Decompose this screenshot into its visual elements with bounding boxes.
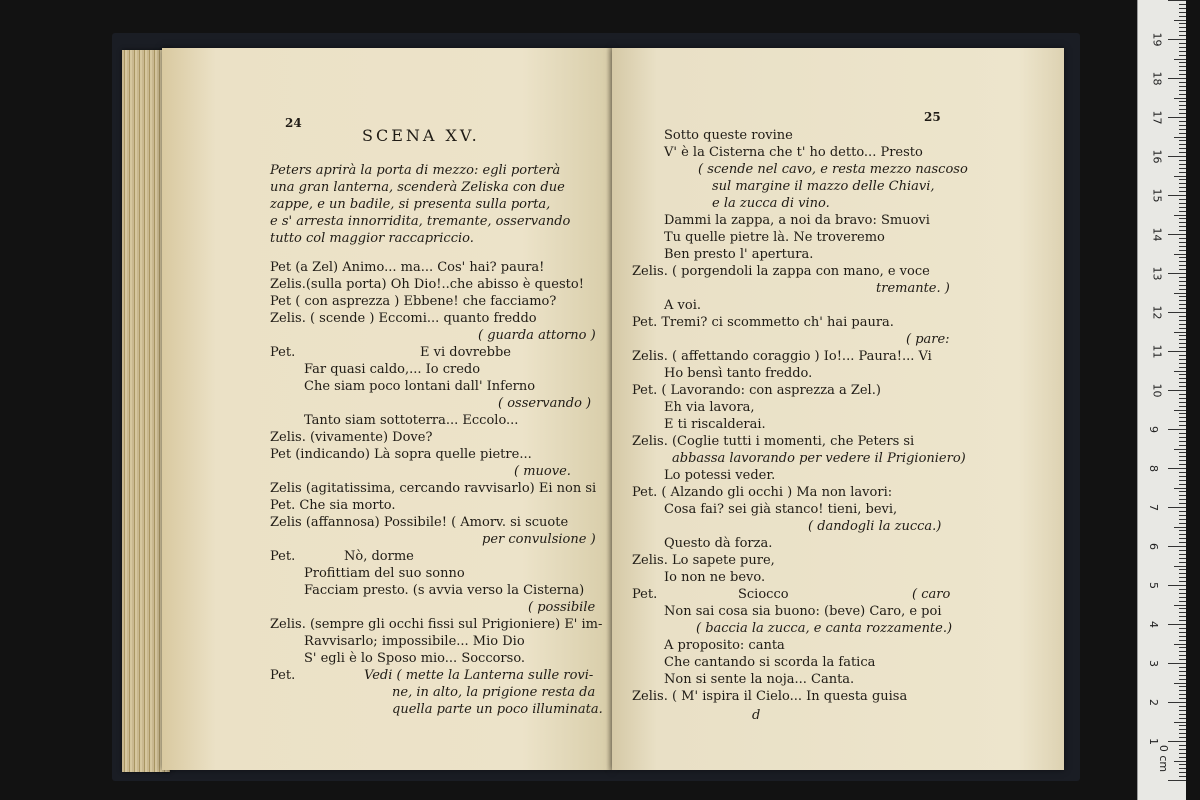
- dialogue-line: E vi dovrebbe: [420, 345, 511, 360]
- dialogue-line: Zelis. Lo sapete pure,: [632, 553, 775, 568]
- dialogue-line: Ravvisarlo; impossibile... Mio Dio: [304, 634, 525, 649]
- stage-direction-line: e s' arresta innorridita, tremante, osservando: [270, 214, 571, 229]
- ruler-tick: [1179, 398, 1186, 399]
- ruler-tick: [1179, 456, 1186, 457]
- ruler-tick: [1174, 683, 1186, 684]
- signature-mark: d: [752, 708, 761, 723]
- ruler-tick: [1179, 187, 1186, 188]
- ruler-tick: [1179, 164, 1186, 165]
- dialogue-line: A proposito: canta: [664, 638, 785, 653]
- ruler-tick: [1179, 406, 1186, 407]
- ruler-tick: [1179, 495, 1186, 496]
- ruler-number: 3: [1147, 660, 1160, 667]
- stage-direction: ( caro: [912, 587, 951, 602]
- stage-direction: e la zucca di vino.: [712, 196, 830, 211]
- ruler-tick: [1179, 628, 1186, 629]
- ruler-tick: [1168, 195, 1186, 196]
- ruler-tick: [1179, 523, 1186, 524]
- ruler-tick: [1179, 710, 1186, 711]
- ruler-tick: [1179, 105, 1186, 106]
- speaker-label: Pet.: [270, 549, 296, 564]
- ruler-tick: [1179, 226, 1186, 227]
- ruler-tick: [1179, 242, 1186, 243]
- ruler-tick: [1168, 624, 1186, 625]
- ruler-number: 11: [1150, 344, 1164, 359]
- ruler-number: 8: [1147, 465, 1160, 472]
- ruler-tick: [1179, 452, 1186, 453]
- ruler-tick: [1168, 663, 1186, 664]
- dialogue-line: Zelis. ( scende ) Eccomi... quanto freddo: [270, 311, 537, 326]
- ruler-tick: [1179, 690, 1186, 691]
- stage-direction: ( osservando ): [498, 396, 592, 411]
- ruler-tick: [1179, 573, 1186, 574]
- dialogue-line: Pet. ( Lavorando: con asprezza a Zel.): [632, 383, 881, 398]
- ruler-tick: [1179, 152, 1186, 153]
- ruler-tick: [1179, 718, 1186, 719]
- ruler-tick: [1179, 8, 1186, 9]
- dialogue-line: Ho bensì tanto freddo.: [664, 366, 813, 381]
- ruler-tick: [1179, 647, 1186, 648]
- ruler-tick: [1179, 425, 1186, 426]
- ruler-tick: [1179, 472, 1186, 473]
- ruler-tick: [1179, 534, 1186, 535]
- dialogue-line: Zelis. (vivamente) Dove?: [270, 430, 433, 445]
- ruler-tick: [1179, 199, 1186, 200]
- ruler-tick: [1179, 94, 1186, 95]
- ruler-tick: [1179, 445, 1186, 446]
- ruler-number: 13: [1150, 266, 1164, 281]
- dialogue-line: Pet (a Zel) Animo... ma... Cos' hai? paura!: [270, 260, 545, 275]
- ruler-tick: [1179, 285, 1186, 286]
- ruler-tick: [1168, 234, 1186, 235]
- ruler-tick: [1179, 772, 1186, 773]
- ruler-tick: [1174, 332, 1186, 333]
- ruler-tick: [1179, 503, 1186, 504]
- ruler-tick: [1174, 605, 1186, 606]
- ruler-tick: [1179, 659, 1186, 660]
- dialogue-line: Non si sente la noja... Canta.: [664, 672, 855, 687]
- ruler-tick: [1179, 480, 1186, 481]
- ruler-number: 5: [1147, 582, 1160, 589]
- ruler-number: 17: [1150, 110, 1164, 125]
- ruler-tick: [1179, 433, 1186, 434]
- ruler-tick: [1179, 222, 1186, 223]
- ruler-tick: [1168, 507, 1186, 508]
- page-number: 24: [285, 116, 302, 130]
- ruler-tick: [1179, 636, 1186, 637]
- ruler-tick: [1179, 764, 1186, 765]
- ruler-tick: [1179, 207, 1186, 208]
- ruler-tick: [1179, 148, 1186, 149]
- ruler-tick: [1168, 0, 1186, 1]
- stage-direction: tremante. ): [876, 281, 950, 296]
- ruler-tick: [1174, 98, 1186, 99]
- ruler-tick: [1179, 725, 1186, 726]
- ruler-tick: [1179, 23, 1186, 24]
- stage-direction: sul margine il mazzo delle Chiavi,: [712, 179, 935, 194]
- dialogue-line: Eh via lavora,: [664, 400, 755, 415]
- ruler-number: 6: [1147, 543, 1160, 550]
- stage-direction-line: zappe, e un badile, si presenta sulla porta,: [270, 197, 551, 212]
- ruler-tick: [1168, 702, 1186, 703]
- dialogue-line: Zelis. ( M' ispira il Cielo... In questa guisa: [632, 689, 908, 704]
- measurement-ruler: [1137, 0, 1186, 800]
- ruler-tick: [1168, 156, 1186, 157]
- ruler-tick: [1174, 59, 1186, 60]
- ruler-tick: [1179, 616, 1186, 617]
- speaker-label: Pet.: [270, 668, 296, 683]
- dialogue-line: Pet. Che sia morto.: [270, 498, 396, 513]
- ruler-number: 2: [1147, 699, 1160, 706]
- ruler-tick: [1179, 246, 1186, 247]
- stage-direction-line: tutto col maggior raccapriccio.: [270, 231, 474, 246]
- ruler-tick: [1179, 671, 1186, 672]
- ruler-tick: [1179, 129, 1186, 130]
- ruler-label: 0 cm: [1157, 744, 1171, 773]
- dialogue-line: A voi.: [664, 298, 701, 313]
- dialogue-line: Zelis. ( affettando coraggio ) Io!... Paura!... Vi: [632, 349, 932, 364]
- ruler-tick: [1179, 304, 1186, 305]
- ruler-tick: [1168, 741, 1186, 742]
- ruler-number: 7: [1147, 504, 1160, 511]
- ruler-tick: [1179, 686, 1186, 687]
- ruler-number: 9: [1147, 426, 1160, 433]
- ruler-tick: [1179, 269, 1186, 270]
- ruler-tick: [1174, 566, 1186, 567]
- ruler-tick: [1179, 277, 1186, 278]
- ruler-tick: [1179, 328, 1186, 329]
- ruler-tick: [1179, 289, 1186, 290]
- ruler-tick: [1179, 300, 1186, 301]
- ruler-tick: [1179, 218, 1186, 219]
- ruler-tick: [1179, 558, 1186, 559]
- ruler-tick: [1168, 312, 1186, 313]
- ruler-tick: [1179, 386, 1186, 387]
- ruler-tick: [1179, 550, 1186, 551]
- ruler-tick: [1179, 211, 1186, 212]
- ruler-tick: [1179, 343, 1186, 344]
- ruler-tick: [1179, 250, 1186, 251]
- ruler-tick: [1179, 168, 1186, 169]
- ruler-tick: [1179, 257, 1186, 258]
- stage-direction: per convulsione ): [482, 532, 596, 547]
- ruler-tick: [1168, 585, 1186, 586]
- stage-direction: quella parte un poco illuminata.: [392, 702, 603, 717]
- ruler-tick: [1179, 515, 1186, 516]
- ruler-tick: [1179, 82, 1186, 83]
- ruler-number: 4: [1147, 621, 1160, 628]
- dialogue-line: Nò, dorme: [344, 549, 414, 564]
- dialogue-line: Zelis. (sempre gli occhi fissi sul Prigioniere) E' im-: [270, 617, 603, 632]
- ruler-tick: [1179, 651, 1186, 652]
- dialogue-line: Io non ne bevo.: [664, 570, 766, 585]
- ruler-tick: [1179, 460, 1186, 461]
- ruler-tick: [1179, 335, 1186, 336]
- ruler-tick: [1179, 359, 1186, 360]
- ruler-tick: [1179, 43, 1186, 44]
- ruler-tick: [1174, 410, 1186, 411]
- ruler-tick: [1179, 382, 1186, 383]
- ruler-number: 16: [1150, 149, 1164, 164]
- ruler-tick: [1179, 776, 1186, 777]
- ruler-tick: [1179, 4, 1186, 5]
- ruler-tick: [1174, 722, 1186, 723]
- stage-direction: ( scende nel cavo, e resta mezzo nascoso: [698, 162, 968, 177]
- ruler-tick: [1174, 761, 1186, 762]
- ruler-tick: [1179, 655, 1186, 656]
- dialogue-line: Zelis (agitatissima, cercando ravvisarlo) Ei non si: [270, 481, 597, 496]
- ruler-tick: [1179, 74, 1186, 75]
- dialogue-line: Pet. ( Alzando gli occhi ) Ma non lavori:: [632, 485, 893, 500]
- ruler-tick: [1179, 511, 1186, 512]
- ruler-tick: [1179, 320, 1186, 321]
- stage-direction: ( baccia la zucca, e canta rozzamente.): [696, 621, 953, 636]
- ruler-number: 19: [1150, 32, 1164, 47]
- dialogue-line: V' è la Cisterna che t' ho detto... Presto: [664, 145, 923, 160]
- ruler-tick: [1179, 339, 1186, 340]
- dialogue-line: Sciocco: [738, 587, 789, 602]
- left-page: [162, 48, 612, 770]
- ruler-tick: [1179, 554, 1186, 555]
- ruler-tick: [1174, 527, 1186, 528]
- stage-direction: ( guarda attorno ): [478, 328, 596, 343]
- dialogue-line: Dammi la zappa, a noi da bravo: Smuovi: [664, 213, 930, 228]
- ruler-tick: [1174, 644, 1186, 645]
- dialogue-line: Lo potessi veder.: [664, 468, 776, 483]
- stage-direction: Vedi ( mette la Lanterna sulle rovi-: [364, 668, 594, 683]
- ruler-tick: [1174, 371, 1186, 372]
- ruler-tick: [1179, 464, 1186, 465]
- ruler-tick: [1179, 238, 1186, 239]
- ruler-tick: [1179, 749, 1186, 750]
- ruler-tick: [1179, 172, 1186, 173]
- ruler-tick: [1179, 667, 1186, 668]
- ruler-tick: [1179, 191, 1186, 192]
- ruler-tick: [1179, 706, 1186, 707]
- ruler-tick: [1179, 608, 1186, 609]
- ruler-tick: [1179, 679, 1186, 680]
- stage-direction: abbassa lavorando per vedere il Prigioniero): [672, 451, 966, 466]
- right-page: [612, 48, 1064, 770]
- ruler-tick: [1179, 347, 1186, 348]
- speaker-label: Pet.: [632, 587, 658, 602]
- ruler-tick: [1168, 780, 1186, 781]
- stage-direction-line: Peters aprirà la porta di mezzo: egli porterà: [270, 163, 561, 178]
- ruler-tick: [1179, 374, 1186, 375]
- ruler-tick: [1168, 39, 1186, 40]
- ruler-tick: [1174, 215, 1186, 216]
- scene-title: SCENA XV.: [362, 126, 480, 145]
- page-number: 25: [924, 110, 941, 124]
- ruler-tick: [1179, 394, 1186, 395]
- ruler-tick: [1179, 733, 1186, 734]
- ruler-number: 10: [1150, 383, 1164, 398]
- ruler-tick: [1179, 499, 1186, 500]
- ruler-tick: [1174, 488, 1186, 489]
- dialogue-line: Facciam presto. (s avvia verso la Cisterna): [304, 583, 585, 598]
- ruler-tick: [1179, 144, 1186, 145]
- ruler-tick: [1168, 468, 1186, 469]
- ruler-tick: [1168, 273, 1186, 274]
- stage-direction: ( possibile: [528, 600, 596, 615]
- ruler-tick: [1179, 355, 1186, 356]
- ruler-tick: [1179, 577, 1186, 578]
- ruler-tick: [1179, 12, 1186, 13]
- dialogue-line: Che siam poco lontani dall' Inferno: [304, 379, 536, 394]
- ruler-tick: [1179, 491, 1186, 492]
- ruler-tick: [1174, 449, 1186, 450]
- ruler-tick: [1179, 203, 1186, 204]
- ruler-tick: [1168, 117, 1186, 118]
- ruler-tick: [1179, 640, 1186, 641]
- ruler-tick: [1179, 530, 1186, 531]
- ruler-tick: [1174, 293, 1186, 294]
- ruler-tick: [1179, 316, 1186, 317]
- ruler-tick: [1179, 698, 1186, 699]
- stage-direction: ne, in alto, la prigione resta da: [392, 685, 596, 700]
- dialogue-line: Che cantando si scorda la fatica: [664, 655, 876, 670]
- ruler-number: 1: [1147, 738, 1160, 745]
- dialogue-line: Questo dà forza.: [664, 536, 773, 551]
- ruler-tick: [1168, 429, 1186, 430]
- ruler-tick: [1179, 542, 1186, 543]
- dialogue-line: S' egli è lo Sposo mio... Soccorso.: [304, 651, 526, 666]
- ruler-tick: [1179, 484, 1186, 485]
- ruler-tick: [1174, 254, 1186, 255]
- ruler-tick: [1179, 417, 1186, 418]
- ruler-tick: [1179, 121, 1186, 122]
- ruler-tick: [1179, 363, 1186, 364]
- ruler-tick: [1179, 745, 1186, 746]
- dialogue-line: Tu quelle pietre là. Ne troveremo: [664, 230, 885, 245]
- dialogue-line: Zelis (affannosa) Possibile! ( Amorv. si scuote: [270, 515, 569, 530]
- ruler-tick: [1179, 601, 1186, 602]
- dialogue-line: Profittiam del suo sonno: [304, 566, 465, 581]
- ruler-tick: [1179, 675, 1186, 676]
- dialogue-line: Zelis.(sulla porta) Oh Dio!..che abisso è questo!: [270, 277, 584, 292]
- ruler-tick: [1179, 31, 1186, 32]
- ruler-tick: [1179, 51, 1186, 52]
- ruler-tick: [1168, 351, 1186, 352]
- dialogue-line: Pet. Tremi? ci scommetto ch' hai paura.: [632, 315, 894, 330]
- ruler-tick: [1179, 47, 1186, 48]
- ruler-tick: [1179, 90, 1186, 91]
- dialogue-line: Tanto siam sottoterra... Eccolo...: [304, 413, 519, 428]
- ruler-tick: [1179, 757, 1186, 758]
- ruler-tick: [1179, 109, 1186, 110]
- ruler-tick: [1179, 179, 1186, 180]
- ruler-tick: [1179, 694, 1186, 695]
- ruler-tick: [1179, 538, 1186, 539]
- ruler-tick: [1179, 714, 1186, 715]
- stage-direction: ( dandogli la zucca.): [808, 519, 942, 534]
- speaker-label: Pet.: [270, 345, 296, 360]
- ruler-tick: [1179, 35, 1186, 36]
- ruler-tick: [1179, 562, 1186, 563]
- ruler-tick: [1179, 737, 1186, 738]
- ruler-tick: [1179, 402, 1186, 403]
- ruler-tick: [1179, 183, 1186, 184]
- dialogue-line: Cosa fai? sei già stanco! tieni, bevi,: [664, 502, 898, 517]
- ruler-tick: [1168, 390, 1186, 391]
- ruler-tick: [1168, 78, 1186, 79]
- stage-direction: ( pare:: [906, 332, 950, 347]
- ruler-tick: [1179, 261, 1186, 262]
- ruler-tick: [1179, 101, 1186, 102]
- ruler-tick: [1179, 421, 1186, 422]
- ruler-tick: [1179, 378, 1186, 379]
- ruler-tick: [1179, 27, 1186, 28]
- dialogue-line: E ti riscalderai.: [664, 417, 766, 432]
- ruler-tick: [1179, 70, 1186, 71]
- ruler-tick: [1179, 308, 1186, 309]
- dialogue-line: Far quasi caldo,... Io credo: [304, 362, 481, 377]
- ruler-number: 18: [1150, 71, 1164, 86]
- ruler-tick: [1179, 413, 1186, 414]
- ruler-tick: [1179, 437, 1186, 438]
- ruler-tick: [1174, 137, 1186, 138]
- ruler-number: 14: [1150, 227, 1164, 242]
- ruler-tick: [1179, 597, 1186, 598]
- ruler-tick: [1179, 519, 1186, 520]
- ruler-tick: [1179, 265, 1186, 266]
- ruler-tick: [1179, 296, 1186, 297]
- ruler-tick: [1179, 753, 1186, 754]
- ruler-tick: [1179, 441, 1186, 442]
- ruler-tick: [1174, 20, 1186, 21]
- ruler-tick: [1179, 230, 1186, 231]
- ruler-tick: [1179, 367, 1186, 368]
- dialogue-line: Non sai cosa sia buono: (beve) Caro, e poi: [664, 604, 942, 619]
- ruler-tick: [1179, 133, 1186, 134]
- ruler-tick: [1179, 581, 1186, 582]
- ruler-tick: [1179, 66, 1186, 67]
- ruler-tick: [1179, 620, 1186, 621]
- ruler-tick: [1179, 589, 1186, 590]
- dialogue-line: Zelis. ( porgendoli la zappa con mano, e voce: [632, 264, 930, 279]
- ruler-tick: [1179, 125, 1186, 126]
- ruler-tick: [1179, 16, 1186, 17]
- ruler-tick: [1179, 768, 1186, 769]
- ruler-tick: [1179, 160, 1186, 161]
- ruler-tick: [1179, 569, 1186, 570]
- stage-direction-line: una gran lanterna, scenderà Zeliska con due: [270, 180, 565, 195]
- dialogue-line: Ben presto l' apertura.: [664, 247, 814, 262]
- dialogue-line: Zelis. (Coglie tutti i momenti, che Peters si: [632, 434, 915, 449]
- dialogue-line: Sotto queste rovine: [664, 128, 793, 143]
- ruler-tick: [1179, 324, 1186, 325]
- ruler-tick: [1179, 86, 1186, 87]
- ruler-tick: [1179, 593, 1186, 594]
- ruler-tick: [1179, 62, 1186, 63]
- ruler-tick: [1168, 546, 1186, 547]
- ruler-number: 12: [1150, 305, 1164, 320]
- ruler-tick: [1179, 476, 1186, 477]
- ruler-tick: [1179, 729, 1186, 730]
- ruler-tick: [1179, 632, 1186, 633]
- stage-direction: ( muove.: [514, 464, 571, 479]
- dialogue-line: Pet ( con asprezza ) Ebbene! che facciamo?: [270, 294, 557, 309]
- ruler-number: 15: [1150, 188, 1164, 203]
- ruler-tick: [1179, 113, 1186, 114]
- ruler-tick: [1179, 281, 1186, 282]
- dialogue-line: Pet (indicando) Là sopra quelle pietre...: [270, 447, 532, 462]
- ruler-tick: [1179, 612, 1186, 613]
- ruler-tick: [1179, 55, 1186, 56]
- ruler-tick: [1179, 140, 1186, 141]
- ruler-tick: [1174, 176, 1186, 177]
